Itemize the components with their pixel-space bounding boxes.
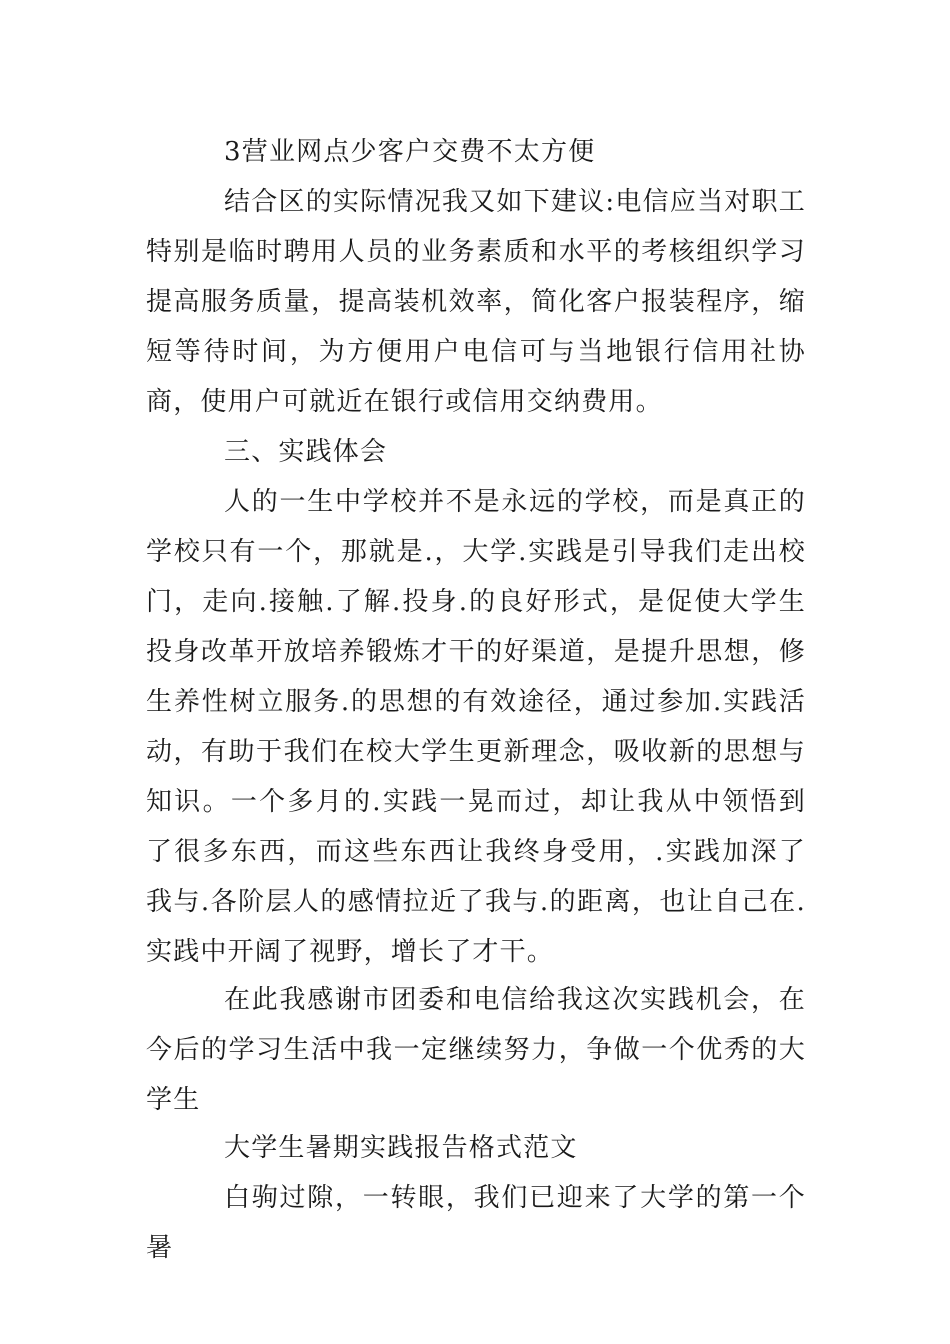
article-opening-paragraph: 白驹过隙，一转眼，我们已迎来了大学的第一个暑 (146, 1183, 806, 1263)
article-title: 大学生暑期实践报告格式范文 (224, 1133, 578, 1163)
experience-paragraph: 人的一生中学校并不是永远的学校，而是真正的学校只有一个，那就是.，大学.实践是引导我们走出校门，走向.接触.了解.投身.的良好形式，是促使大学生投身改革开放培养锻炼才干的好渠道，是提升思想，修生养性树立服务.的思想的有效途径，通过参加.实践活动，有助于我们在校大学生更新理念，吸收新的思想与知识。一个多月的.实践一晃而过，却让我从中领悟到了很多东西，而这些东西让我终身受用，.实践加深了我与.各阶层人的感情拉近了我与.的距离，也让自己在.实践中开阔了视野，增长了才干。 (146, 487, 806, 967)
thanks-paragraph: 在此我感谢市团委和电信给我这次实践机会，在今后的学习生活中我一定继续努力，争做一个优秀的大学生 (146, 985, 806, 1115)
suggestion-paragraph: 结合区的实际情况我又如下建议:电信应当对职工特别是临时聘用人员的业务素质和水平的考核组织学习提高服务质量，提高装机效率，简化客户报装程序，缩短等待时间，为方便用户电信可与当地银行信用社协商，使用户可就近在银行或信用交纳费用。 (146, 187, 806, 417)
section-point-3: 3营业网点少客户交费不太方便 (224, 137, 596, 167)
section-heading-practice-experience: 三、实践体会 (224, 437, 388, 467)
